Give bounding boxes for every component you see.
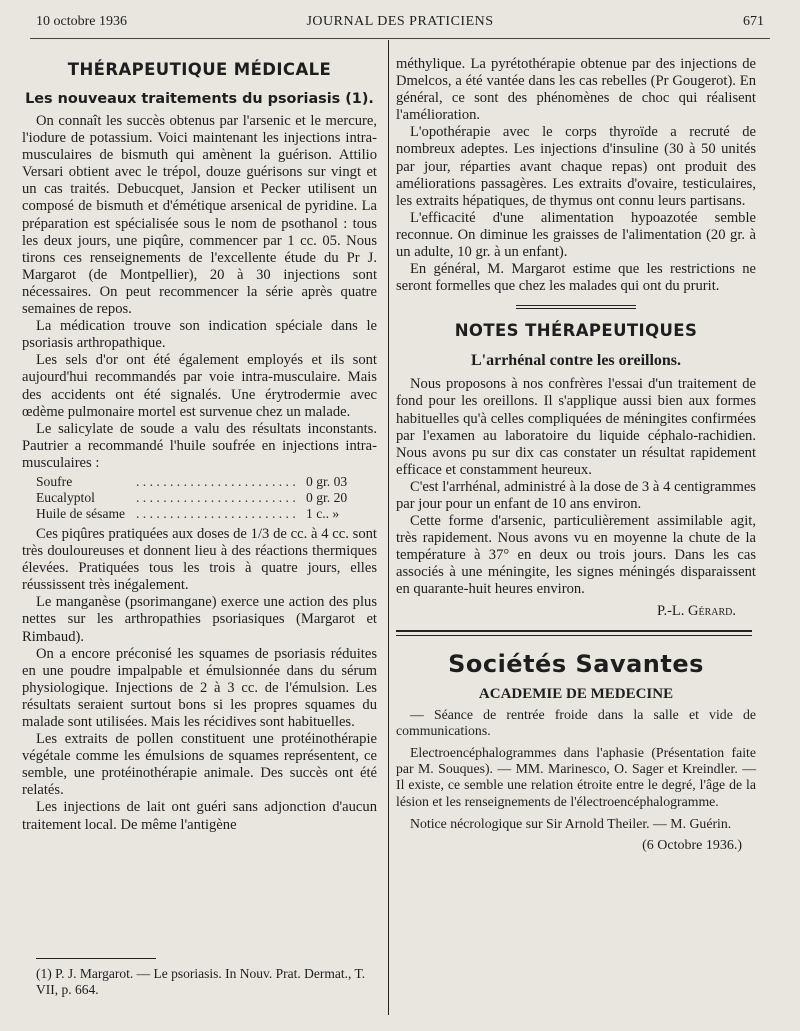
paragraph: En général, M. Margarot estime que les restrictions ne seront formelles que chez les malades qui ont du prurit. xyxy=(396,261,756,295)
paragraph: Les sels d'or ont été également employés et ils sont aujourd'hui recommandés par voie intra-musculaire. Mais des accidents ont été signalés. Une érytrodermie avec œdème pulmonaire mortel est survenue chez un malade. xyxy=(22,352,377,420)
left-column xyxy=(22,56,377,834)
header-rule xyxy=(30,38,770,39)
paragraph: C'est l'arrhénal, administré à la dose de 3 à 4 centigrammes par jour pour un enfant de 10 ans environ. xyxy=(396,478,756,512)
page-header xyxy=(36,14,764,36)
paragraph: Le manganèse (psorimangane) exerce une action des plus nettes sur les arthropathies psoriasiques (Margarot et Rimbaud). xyxy=(22,594,377,645)
formula-ingredient: Soufre xyxy=(36,473,73,489)
formula-quantity: 1 c.. » xyxy=(306,505,340,521)
article-title-psoriasis: Les nouveaux traitements du psoriasis (1). xyxy=(25,91,374,107)
formula-ingredient: Huile de sésame xyxy=(36,505,126,521)
column-divider xyxy=(388,40,389,1015)
paragraph: L'efficacité d'une alimentation hypoazotée semble reconnue. On diminue les graisses de l'alimentation (20 gr. à un adulte, 10 gr. à un enfant). xyxy=(396,209,756,261)
formula-row: Huile de sésame . . . . . . . . . . . . . . . . . . . . . . . . 1 c.. » xyxy=(36,506,377,522)
paragraph: Notice nécrologique sur Sir Arnold Theiler. — M. Guérin. xyxy=(410,815,732,831)
footnote: (1) P. J. Margarot. — Le psoriasis. In Nouv. Prat. Dermat., T. VII, p. 664. xyxy=(36,966,366,997)
paragraph: Les injections de lait ont guéri sans adjonction d'aucun traitement local. De même l'antigène xyxy=(22,799,377,833)
prescription-formula xyxy=(36,474,377,522)
section-title-societes: Sociétés Savantes xyxy=(448,649,704,678)
page-number: 671 xyxy=(743,14,764,29)
paragraph: Nous proposons à nos confrères l'essai d'un traitement de fond pour les oreillons. Il s'applique aussi bien aux formes habituelles qu'à celles compliquées de méningites confirmées par l'examen au laboratoire du liquide céphalo-rachidien. Nous avons pu sur dix cas constater un résultat rapidement efficace et constamment heureux. xyxy=(396,376,756,478)
paragraph: L'opothérapie avec le corps thyroïde a recruté de nombreux adeptes. Les injections d'insuline (30 à 50 unités par jour, réparties avant chaque repas) ont produit des améliorations passagères. Les extraits d'ovaire, testiculaires, les extraits hépatiques, de thymus ont connu leurs partisans. xyxy=(396,124,756,209)
academy-heading: ACADEMIE DE MEDECINE xyxy=(478,685,674,702)
issue-date: 10 octobre 1936 xyxy=(36,14,127,29)
paragraph: Ces piqûres pratiquées aux doses de 1/3 de cc. à 4 cc. sont très douloureuses et donnent lieu à des réactions thermiques élevées. Pratiquées tous les trois à quatre jours, elles réussissent très inégalement. xyxy=(22,525,377,594)
article-title-arrhenal: L'arrhénal contre les oreillons. xyxy=(470,352,682,370)
paragraph: On a encore préconisé les squames de psoriasis réduites en une poudre impalpable et émulsionnée dans du sérum physiologique. Injections de 2 à 3 cc. de l'émulsion. Les résultats seraient surtout bons si les propres squames du malade sont utilisées. Mais les récidives sont habituelles. xyxy=(22,645,377,730)
section-title-notes: NOTES THÉRAPEUTIQUES xyxy=(454,321,698,341)
formula-ingredient: Eucalyptol xyxy=(36,489,95,505)
paragraph: Les extraits de pollen constituent une protéinothérapie végétale comme les émulsions de squames représentent, ce semble, une protéinothérapie animale. Des succès ont été relatés. xyxy=(22,731,377,799)
session-date: (6 Octobre 1936.) xyxy=(642,837,742,853)
formula-row: Soufre . . . . . . . . . . . . . . . . . . . . . . . . 0 gr. 03 xyxy=(36,474,377,490)
paragraph: La médication trouve son indication spéciale dans le psoriasis arthropathique. xyxy=(22,318,377,352)
paragraph: Cette forme d'arsenic, particulièrement assimilable agit, très rapidement. Nous avons vu en moyenne la chute de la température à 37° en deux ou trois jours. Dans les cas associés à une méningite, les signes méningés disparaissent en quarante-huit heures environ. xyxy=(396,513,756,598)
right-column xyxy=(396,56,756,854)
formula-quantity: 0 gr. 20 xyxy=(306,489,348,505)
paragraph: Le salicylate de soude a valu des résultats inconstants. Pautrier a recommandé l'huile soufrée en injections intra-musculaires : xyxy=(22,420,377,471)
paragraph: méthylique. La pyrétothérapie obtenue par des injections de Dmelcos, a été vantée dans les cas rebelles (Pr Gougerot). En général, ce sont des phénomènes de choc qui réalisent l'amélioration. xyxy=(396,56,756,124)
footnote-rule xyxy=(36,958,156,959)
paragraph: Electroencéphalogrammes dans l'aphasie (Présentation faite par M. Souques). — MM. Marinesco, O. Sager et Kreindler. — Il existe, ce semble une relation étroite entre le degré, l'âge de la lésion et les renseignements de l'électroencéphalogramme. xyxy=(396,744,756,809)
paragraph: On connaît les succès obtenus par l'arsenic et le mercure, l'iodure de potassium. Voici maintenant les injections intra-musculaires de bismuth qui amènent la guérison. Attilio Versari obtient avec le trépol, douze guérisons sur vingt et un cas traités. Debucquet, Jansion et Pecker utilisent un composé de bismuth et d'émétique arsenical de pyridine. La préparation est spécialisée sous le nom de psothanol : tous les deux jours, une piqûre, commencer par 1 cc. 05. Nous tirons ces renseignements de l'excellente étude du Pr J. Margarot (de Montpellier), 20 à 30 injections sont nécessaires. On peut recommencer la série après quatre semaines de repos. xyxy=(22,113,377,318)
section-title-therapeutique: THÉRAPEUTIQUE MÉDICALE xyxy=(67,60,332,79)
formula-row: Eucalyptol . . . . . . . . . . . . . . . . . . . . . . . . 0 gr. 20 xyxy=(36,490,377,506)
author-signature: P.-L. Gérard. xyxy=(656,602,736,619)
section-separator xyxy=(396,630,752,636)
journal-name: JOURNAL DES PRATICIENS xyxy=(306,14,494,29)
formula-quantity: 0 gr. 03 xyxy=(306,473,348,489)
paragraph: — Séance de rentrée froide dans la salle et vide de communications. xyxy=(396,706,756,738)
section-separator xyxy=(516,305,636,309)
